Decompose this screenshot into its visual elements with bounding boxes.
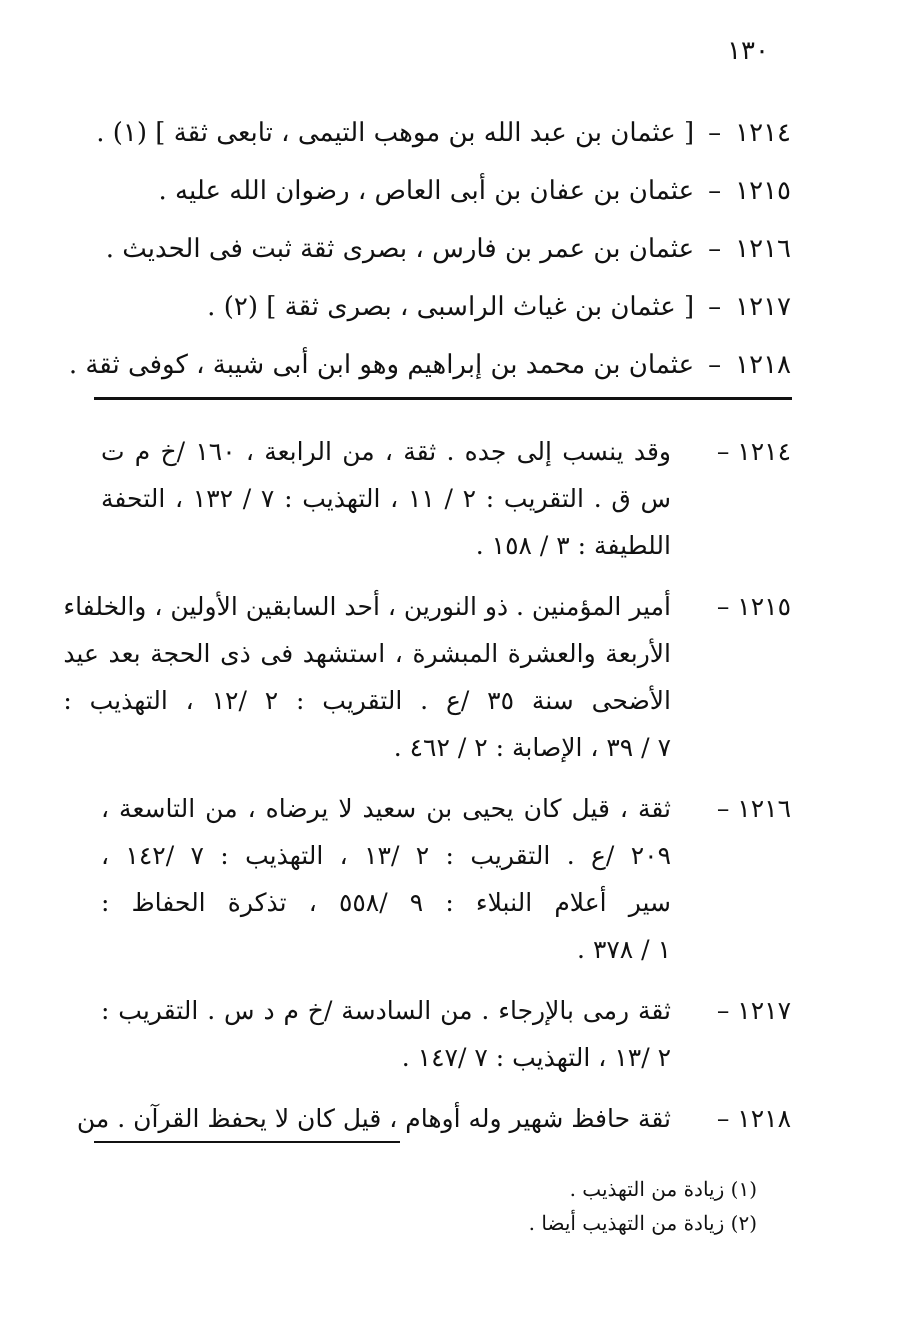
note-head (671, 428, 791, 569)
note-line: ١ / ٣٧٨ . (577, 935, 671, 964)
footnote-divider (94, 1141, 400, 1143)
footnotes (257, 1172, 757, 1240)
note-dash: – (716, 1104, 730, 1133)
note-1214 (101, 428, 791, 569)
note-line: ٧ / ٣٩ ، الإصابة : ٢ / ٤٦٢ . (393, 733, 671, 762)
notes-section (63, 428, 791, 1156)
note-1218 (76, 1095, 791, 1142)
note-line: اللطيفة : ٣ / ١٥٨ . (475, 531, 671, 560)
note-line: الأربعة والعشرة المبشرة ، استشهد فى ذى الحجة بعد عيد (63, 639, 671, 668)
note-body (101, 987, 671, 1081)
footnote-1: (١) زيادة من التهذيب . (569, 1177, 757, 1201)
entry-text: [ عثمان بن غياث الراسبى ، بصرى ثقة ] (٢) . (207, 292, 695, 322)
note-line: أمير المؤمنين . ذو النورين ، أحد السابقين الأولين ، والخلفاء (63, 592, 671, 621)
note-1217 (101, 987, 791, 1081)
entry-number: ١٢١٧ (735, 292, 791, 322)
note-dash: – (716, 592, 730, 621)
entry-number: ١٢١٦ (735, 234, 791, 264)
entry-1217 (111, 286, 791, 344)
entry-dash: – (708, 234, 722, 264)
note-number: ١٢١٨ (737, 1104, 791, 1133)
note-dash: – (716, 996, 730, 1025)
note-body (101, 428, 671, 569)
entry-number: ١٢١٨ (735, 350, 791, 380)
entry-1215 (111, 170, 791, 228)
note-number: ١٢١٧ (737, 996, 791, 1025)
note-body (77, 1095, 671, 1142)
entry-dash: – (708, 176, 722, 206)
note-number: ١٢١٤ (737, 437, 791, 466)
note-line: ثقة ، قيل كان يحيى بن سعيد لا يرضاه ، من التاسعة ، (101, 794, 671, 823)
entry-text: عثمان بن محمد بن إبراهيم وهو ابن أبى شيبة ، كوفى ثقة . (68, 350, 695, 380)
entry-1214 (96, 112, 791, 170)
note-line: الأضحى سنة ٣٥ /ع . التقريب : ٢ /١٢ ، التهذيب : (63, 686, 672, 715)
note-line: ثقة حافظ شهير وله أوهام ، قيل كان لا يحفظ القرآن . من (76, 1104, 671, 1133)
note-number: ١٢١٦ (737, 794, 791, 823)
footnote-2: (٢) زيادة من التهذيب أيضا . (528, 1211, 757, 1235)
entry-number: ١٢١٤ (735, 118, 791, 148)
entry-dash: – (708, 292, 722, 322)
note-dash: – (716, 794, 730, 823)
note-1216 (101, 785, 791, 973)
note-head (671, 1095, 791, 1142)
note-line: س ق . التقريب : ٢ / ١١ ، التهذيب : ٧ / ١٣٢ ، التحفة (101, 484, 671, 513)
entry-1216 (105, 228, 791, 286)
note-head (671, 583, 791, 771)
entry-text: عثمان بن عمر بن فارس ، بصرى ثقة ثبت فى الحديث . (105, 234, 695, 264)
note-dash: – (716, 437, 730, 466)
note-head (671, 785, 791, 973)
entry-dash: – (708, 118, 722, 148)
note-line: سير أعلام النبلاء : ٩ /٥٥٨ ، تذكرة الحفاظ : (101, 888, 671, 917)
note-head (671, 987, 791, 1081)
note-body (101, 785, 671, 973)
entry-dash: – (708, 350, 722, 380)
page-number: ١٣٠ (727, 36, 769, 66)
note-body (63, 583, 671, 771)
entry-number: ١٢١٥ (735, 176, 791, 206)
entry-1218 (68, 344, 791, 402)
entry-text: عثمان بن عفان بن أبى العاص ، رضوان الله عليه . (158, 176, 695, 206)
entries-list (68, 112, 791, 402)
note-line: ٢ /١٣ ، التهذيب : ٧ /١٤٧ . (401, 1043, 671, 1072)
note-number: ١٢١٥ (737, 592, 791, 621)
note-line: ٢٠٩ /ع . التقريب : ٢ /١٣ ، التهذيب : ٧ /١٤٢ ، (101, 841, 672, 870)
entry-text: [ عثمان بن عبد الله بن موهب التيمى ، تابعى ثقة ] (١) . (96, 118, 695, 148)
section-divider (94, 397, 792, 400)
note-line: ثقة رمى بالإرجاء . من السادسة /خ م د س . التقريب : (101, 996, 671, 1025)
note-line: وقد ينسب إلى جده . ثقة ، من الرابعة ، ١٦٠ /خ م ت (101, 437, 671, 466)
note-1215 (63, 583, 791, 771)
